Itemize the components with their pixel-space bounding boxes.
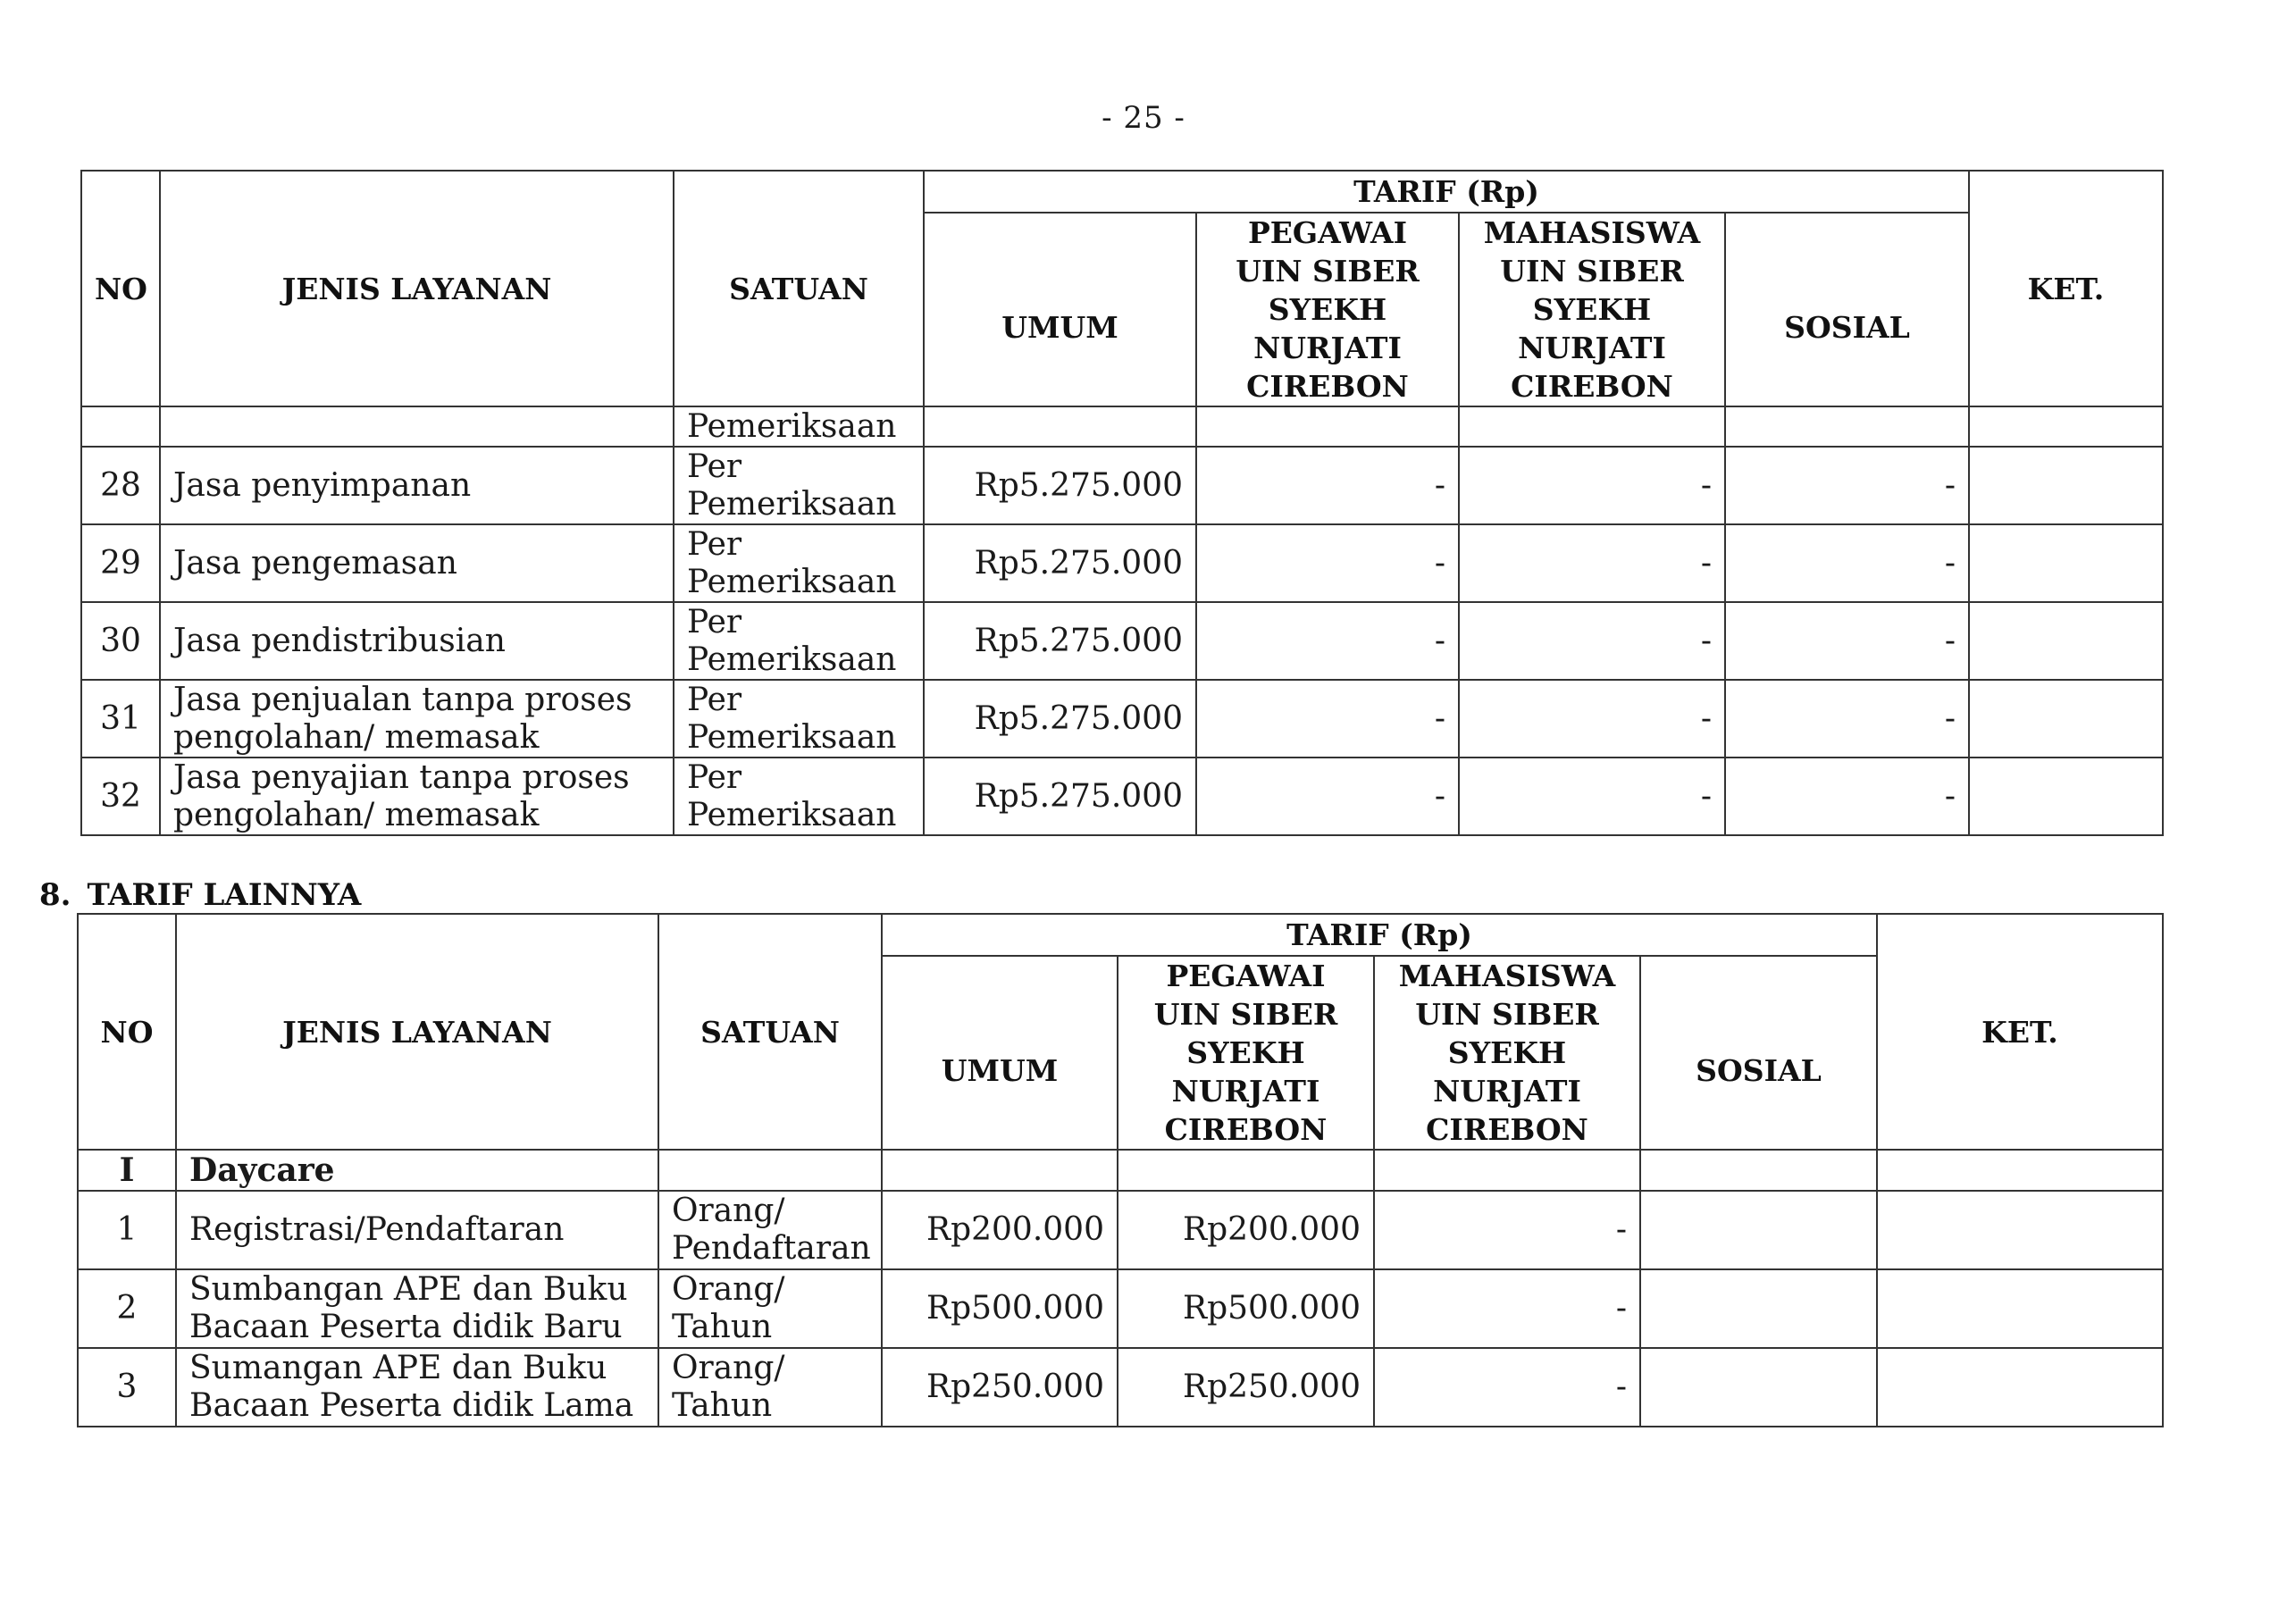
header-no: NO <box>81 171 160 406</box>
row-tarif-sosial: - <box>1725 447 1969 524</box>
page-number: - 25 - <box>1102 100 1185 136</box>
row-tarif-umum: Rp5.275.000 <box>924 758 1196 835</box>
header-tarif: TARIF (Rp) <box>924 171 1969 213</box>
group-no: I <box>78 1150 176 1191</box>
row-no: 2 <box>78 1269 176 1348</box>
row-tarif-sosial: - <box>1725 680 1969 758</box>
table-row <box>81 758 2163 835</box>
table-row <box>78 1191 2163 1269</box>
row-jenis-layanan: Jasa pengemasan <box>160 524 674 602</box>
tarif-table-continued <box>80 170 2164 836</box>
row-tarif-umum: Rp5.275.000 <box>924 602 1196 680</box>
section-title-text: TARIF LAINNYA <box>87 877 362 913</box>
row-tarif-pegawai: - <box>1196 447 1459 524</box>
row-tarif-sosial: - <box>1725 758 1969 835</box>
row-tarif-mahasiswa: - <box>1459 524 1725 602</box>
row-tarif-umum: Rp5.275.000 <box>924 524 1196 602</box>
row-satuan: Orang/ Tahun <box>658 1269 882 1348</box>
row-tarif-umum: Rp5.275.000 <box>924 447 1196 524</box>
row-tarif-umum: Rp250.000 <box>882 1348 1118 1427</box>
row-satuan: Per Pemeriksaan <box>674 524 924 602</box>
row-ket <box>1969 447 2163 524</box>
section-number: 8. <box>39 877 71 913</box>
carry-over-no <box>81 406 160 447</box>
row-no: 32 <box>81 758 160 835</box>
row-no: 30 <box>81 602 160 680</box>
row-jenis-layanan: Registrasi/Pendaftaran <box>176 1191 658 1269</box>
row-satuan: Per Pemeriksaan <box>674 758 924 835</box>
row-tarif-umum: Rp200.000 <box>882 1191 1118 1269</box>
row-jenis-layanan: Jasa penyajian tanpa proses pengolahan/ memasak <box>160 758 674 835</box>
table-row <box>78 1269 2163 1348</box>
header-satuan: SATUAN <box>674 171 924 406</box>
header-umum: UMUM <box>924 213 1196 406</box>
row-tarif-mahasiswa: - <box>1374 1348 1640 1427</box>
row-tarif-mahasiswa: - <box>1459 447 1725 524</box>
row-tarif-pegawai: - <box>1196 602 1459 680</box>
row-tarif-sosial: - <box>1725 602 1969 680</box>
header-no: NO <box>78 914 176 1150</box>
row-ket <box>1877 1191 2163 1269</box>
group-row-daycare <box>78 1150 2163 1191</box>
header-ket: KET. <box>1877 914 2163 1150</box>
row-no: 29 <box>81 524 160 602</box>
row-no: 3 <box>78 1348 176 1427</box>
row-tarif-pegawai: Rp200.000 <box>1118 1191 1374 1269</box>
header-mahasiswa: MAHASISWA UIN SIBER SYEKH NURJATI CIREBON <box>1374 956 1640 1150</box>
header-sosial: SOSIAL <box>1725 213 1969 406</box>
row-no: 1 <box>78 1191 176 1269</box>
table-row <box>81 680 2163 758</box>
row-tarif-sosial <box>1640 1269 1877 1348</box>
row-ket <box>1877 1348 2163 1427</box>
header-jenis-layanan: JENIS LAYANAN <box>160 171 674 406</box>
row-ket <box>1969 602 2163 680</box>
row-ket <box>1969 758 2163 835</box>
header-pegawai: PEGAWAI UIN SIBER SYEKH NURJATI CIREBON <box>1118 956 1374 1150</box>
row-tarif-mahasiswa: - <box>1374 1269 1640 1348</box>
table-row <box>78 1348 2163 1427</box>
carry-over-row <box>81 406 2163 447</box>
row-tarif-mahasiswa: - <box>1459 602 1725 680</box>
row-tarif-sosial <box>1640 1191 1877 1269</box>
header-sosial: SOSIAL <box>1640 956 1877 1150</box>
header-ket: KET. <box>1969 171 2163 406</box>
row-satuan: Per Pemeriksaan <box>674 447 924 524</box>
row-tarif-umum: Rp5.275.000 <box>924 680 1196 758</box>
row-tarif-pegawai: Rp500.000 <box>1118 1269 1374 1348</box>
row-jenis-layanan: Sumangan APE dan Buku Bacaan Peserta didik Lama <box>176 1348 658 1427</box>
section-8-title <box>39 877 361 913</box>
row-tarif-pegawai: - <box>1196 758 1459 835</box>
carry-over-jenis <box>160 406 674 447</box>
group-label: Daycare <box>176 1150 658 1191</box>
tarif-lainnya-table <box>77 913 2164 1427</box>
row-ket <box>1877 1269 2163 1348</box>
row-ket <box>1969 524 2163 602</box>
row-jenis-layanan: Jasa penjualan tanpa proses pengolahan/ memasak <box>160 680 674 758</box>
row-tarif-mahasiswa: - <box>1459 758 1725 835</box>
row-jenis-layanan: Jasa penyimpanan <box>160 447 674 524</box>
row-satuan: Per Pemeriksaan <box>674 602 924 680</box>
row-satuan: Per Pemeriksaan <box>674 680 924 758</box>
header-jenis-layanan: JENIS LAYANAN <box>176 914 658 1150</box>
table-row <box>81 447 2163 524</box>
row-tarif-sosial <box>1640 1348 1877 1427</box>
row-tarif-mahasiswa: - <box>1374 1191 1640 1269</box>
row-satuan: Orang/ Pendaftaran <box>658 1191 882 1269</box>
header-pegawai: PEGAWAI UIN SIBER SYEKH NURJATI CIREBON <box>1196 213 1459 406</box>
row-no: 28 <box>81 447 160 524</box>
row-jenis-layanan: Jasa pendistribusian <box>160 602 674 680</box>
row-ket <box>1969 680 2163 758</box>
row-tarif-pegawai: - <box>1196 680 1459 758</box>
row-tarif-mahasiswa: - <box>1459 680 1725 758</box>
row-tarif-umum: Rp500.000 <box>882 1269 1118 1348</box>
row-no: 31 <box>81 680 160 758</box>
table-row <box>81 602 2163 680</box>
row-satuan: Orang/ Tahun <box>658 1348 882 1427</box>
header-mahasiswa: MAHASISWA UIN SIBER SYEKH NURJATI CIREBON <box>1459 213 1725 406</box>
carry-over-satuan: Pemeriksaan <box>674 406 924 447</box>
table-row <box>81 524 2163 602</box>
header-satuan: SATUAN <box>658 914 882 1150</box>
row-tarif-pegawai: - <box>1196 524 1459 602</box>
header-umum: UMUM <box>882 956 1118 1150</box>
row-tarif-pegawai: Rp250.000 <box>1118 1348 1374 1427</box>
row-jenis-layanan: Sumbangan APE dan Buku Bacaan Peserta didik Baru <box>176 1269 658 1348</box>
row-tarif-sosial: - <box>1725 524 1969 602</box>
header-tarif: TARIF (Rp) <box>882 914 1877 956</box>
